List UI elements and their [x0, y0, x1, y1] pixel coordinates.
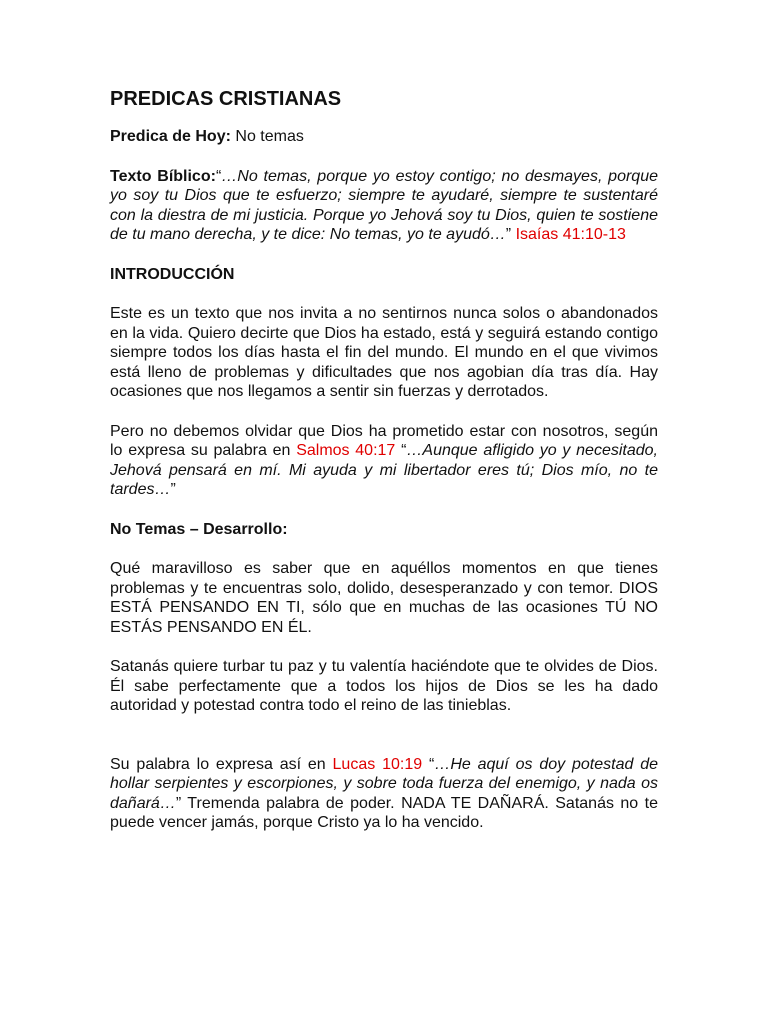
intro-p2-open-quote: “ [395, 442, 407, 459]
intro-p2-text: Pero no debemos olvidar que Dios ha prometido estar con nosotros, según lo expresa su palabra en [110, 422, 658, 459]
salmos-verse: …Aunque afligido yo y necesitado, Jehová pensará en mí. Mi ayuda y mi libertador eres tú; Dios mío, no te tardes… [110, 442, 658, 498]
intro-paragraph-2 [110, 422, 658, 500]
texto-biblico-paragraph [110, 167, 658, 245]
desarrollo-heading: No Temas – Desarrollo: [110, 520, 288, 538]
predica-line [110, 127, 658, 147]
intro-paragraph-1: Este es un texto que nos invita a no sentirnos nunca solos o abandonados en la vida. Quiero decirte que Dios ha estado, está y seguirá estando contigo siempre todos los días hasta el fin del mundo. El mundo en el que vivimos está lleno de problemas y dificultades que nos agobian día tras día. Hay ocasiones que nos llegamos a sentir sin fuerzas y derrotados. [110, 305, 658, 400]
desarrollo-paragraph-3 [110, 755, 658, 833]
texto-open-quote: “ [215, 167, 222, 185]
texto-biblico-label: Texto Bíblico: [110, 167, 216, 185]
intro-heading: INTRODUCCIÓN [110, 265, 235, 283]
texto-close-quote: ” [505, 226, 516, 243]
predica-value: No temas [230, 128, 304, 145]
lucas-reference: Lucas 10:19 [332, 755, 423, 773]
lucas-verse: …He aquí os doy potestad de hollar serpientes y escorpiones, y sobre toda fuerza del enemigo, y nada os dañará… [110, 755, 659, 812]
intro-p2-close-quote: ” [170, 481, 176, 498]
predica-label: Predica de Hoy: [110, 128, 231, 145]
texto-reference: Isaías 41:10-13 [515, 226, 626, 243]
texto-verse: …No temas, porque yo estoy contigo; no desmayes, porque yo soy tu Dios que te esfuerzo; siempre te ayudaré, siempre te sustentaré con la diestra de mi justicia. Porque yo Jehová soy tu Dios, quien te sostiene de tu mano derecha, y te dice: No temas, yo te ayudó… [110, 167, 659, 243]
desarrollo-paragraph-1: Qué maravilloso es saber que en aquéllos momentos en que tienes problemas y te encuentras solo, dolido, desesperanzado y con temor. DIOS ESTÁ PENSANDO EN TI, sólo que en muchas de las ocasiones TÚ NO ESTÁS PENSANDO EN ÉL. [110, 560, 658, 636]
document-title: PREDICAS CRISTIANAS [110, 88, 342, 110]
desarrollo-p3-end: ” Tremenda palabra de poder. NADA TE DAÑARÁ. Satanás no te puede vencer jamás, porque Cristo ya lo ha vencido. [110, 794, 658, 831]
desarrollo-paragraph-2: Satanás quiere turbar tu paz y tu valentía haciéndote que te olvides de Dios. Él sabe perfectamente que a todos los hijos de Dios se les ha dado autoridad y potestad contra todo el reino de las tinieblas. [110, 658, 658, 714]
desarrollo-p3-text: Su palabra lo expresa así en [110, 755, 333, 773]
salmos-reference: Salmos 40:17 [296, 442, 396, 459]
desarrollo-p3-open-quote: “ [422, 755, 435, 773]
